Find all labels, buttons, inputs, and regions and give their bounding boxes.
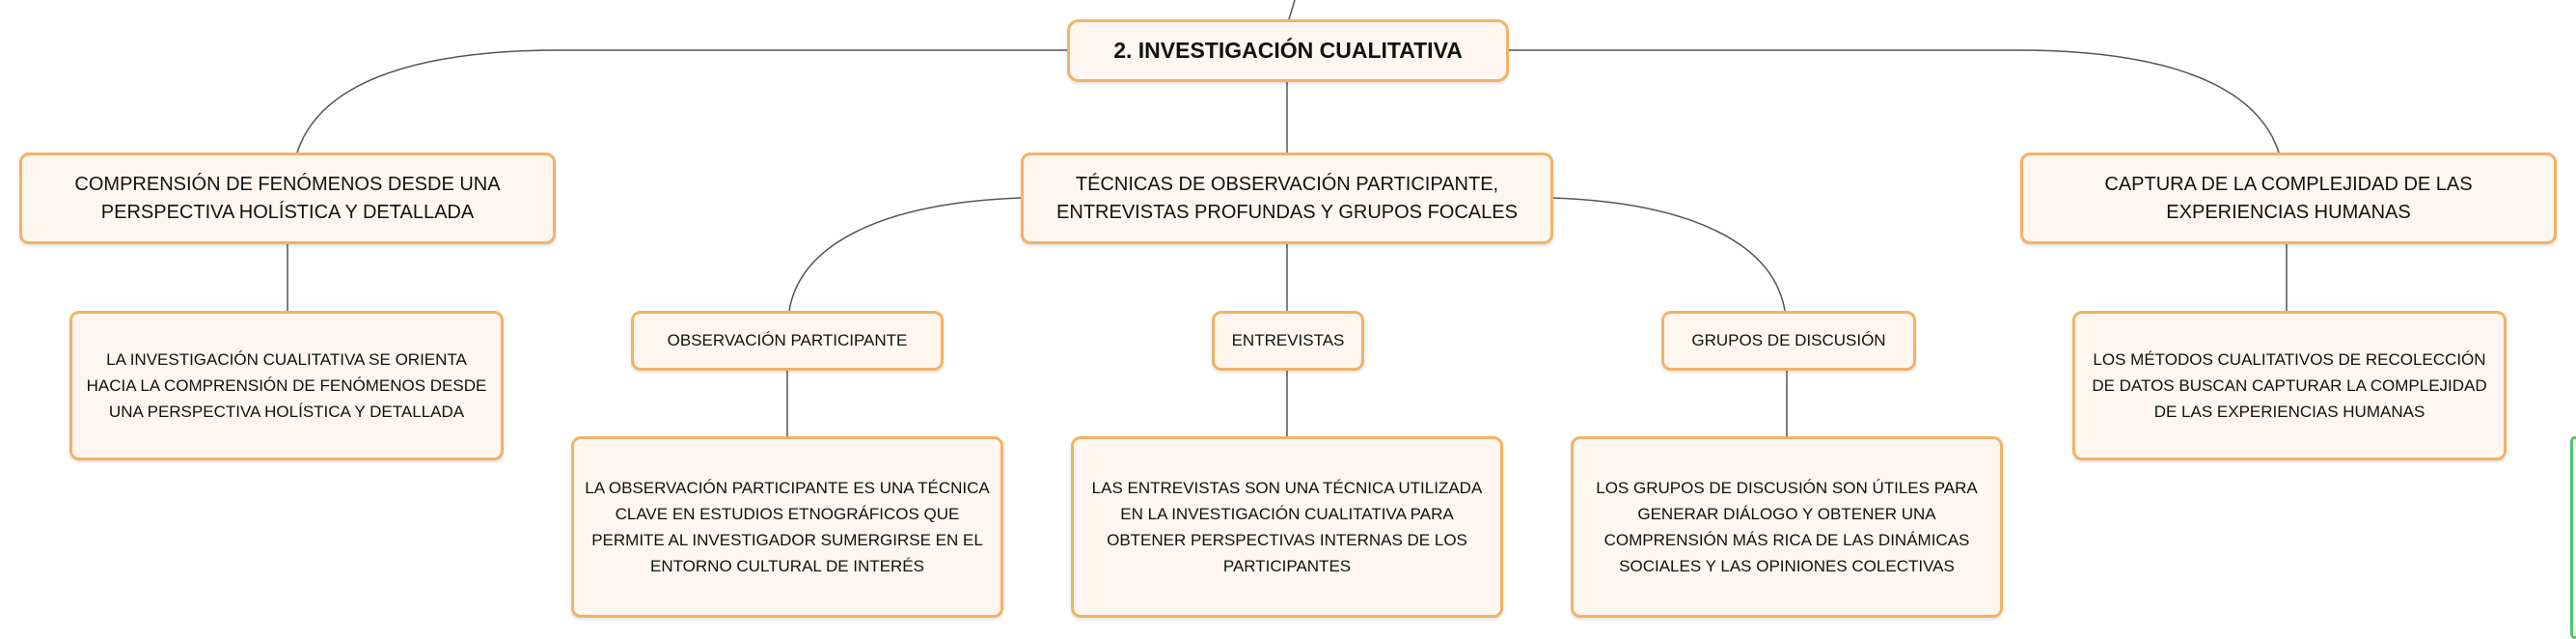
connector-root-holistic: [297, 50, 1067, 153]
holistic-detail-text: LA INVESTIGACIÓN CUALITATIVA SE ORIENTA HACIA LA COMPRENSIÓN DE FENÓMENOS DESDE UNA PERSPECTIVA HOLÍSTICA Y DETALLADA: [86, 350, 487, 421]
technique-groups-label: GRUPOS DE DISCUSIÓN: [1691, 331, 1886, 349]
holistic-detail-node[interactable]: [69, 311, 504, 460]
complexity-detail-text: LOS MÉTODOS CUALITATIVOS DE RECOLECCIÓN DE DATOS BUSCAN CAPTURAR LA COMPLEJIDAD DE LAS EXPERIENCIAS HUMANAS: [2092, 350, 2487, 421]
complexity-detail-node[interactable]: [2072, 311, 2507, 460]
technique-interviews-node[interactable]: [1212, 311, 1364, 371]
offscreen-node-edge: [2570, 436, 2576, 639]
technique-interviews-label: ENTREVISTAS: [1231, 331, 1345, 349]
branch-complexity-label: CAPTURA DE LA COMPLEJIDAD DE LAS EXPERIENCIAS HUMANAS: [2104, 173, 2473, 223]
technique-groups-node[interactable]: [1661, 311, 1916, 371]
observation-detail-text: LA OBSERVACIÓN PARTICIPANTE ES UNA TÉCNICA CLAVE EN ESTUDIOS ETNOGRÁFICOS QUE PERMITE AL INVESTIGADOR SUMERGIRSE EN EL ENTORNO CULTURAL DE INTERÉS: [585, 479, 990, 575]
groups-detail-node[interactable]: [1571, 436, 2003, 618]
branch-techniques-label: TÉCNICAS DE OBSERVACIÓN PARTICIPANTE, ENTREVISTAS PROFUNDAS Y GRUPOS FOCALES: [1056, 173, 1518, 223]
interviews-detail-text: LAS ENTREVISTAS SON UNA TÉCNICA UTILIZADA EN LA INVESTIGACIÓN CUALITATIVA PARA OBTENER PERSPECTIVAS INTERNAS DE LOS PARTICIPANTES: [1091, 479, 1483, 575]
connector-techniques-observation: [789, 198, 1021, 311]
connector-root-complexity: [1509, 50, 2279, 153]
branch-holistic-node[interactable]: [19, 153, 556, 244]
interviews-detail-node[interactable]: [1071, 436, 1503, 618]
observation-detail-node[interactable]: [571, 436, 1003, 618]
technique-observation-node[interactable]: [631, 311, 944, 371]
branch-complexity-node[interactable]: [2020, 153, 2557, 244]
connector-techniques-groups: [1553, 198, 1785, 311]
connector-parent-root: [1289, 0, 1295, 19]
technique-observation-label: OBSERVACIÓN PARTICIPANTE: [667, 331, 908, 349]
root-node[interactable]: [1067, 19, 1509, 82]
root-title: 2. INVESTIGACIÓN CUALITATIVA: [1113, 38, 1463, 63]
branch-techniques-node[interactable]: [1021, 153, 1553, 244]
groups-detail-text: LOS GRUPOS DE DISCUSIÓN SON ÚTILES PARA GENERAR DIÁLOGO Y OBTENER UNA COMPRENSIÓN MÁS RICA DE LAS DINÁMICAS SOCIALES Y LAS OPINIONES COLECTIVAS: [1596, 479, 1978, 575]
branch-holistic-label: COMPRENSIÓN DE FENÓMENOS DESDE UNA PERSPECTIVA HOLÍSTICA Y DETALLADA: [74, 173, 501, 223]
